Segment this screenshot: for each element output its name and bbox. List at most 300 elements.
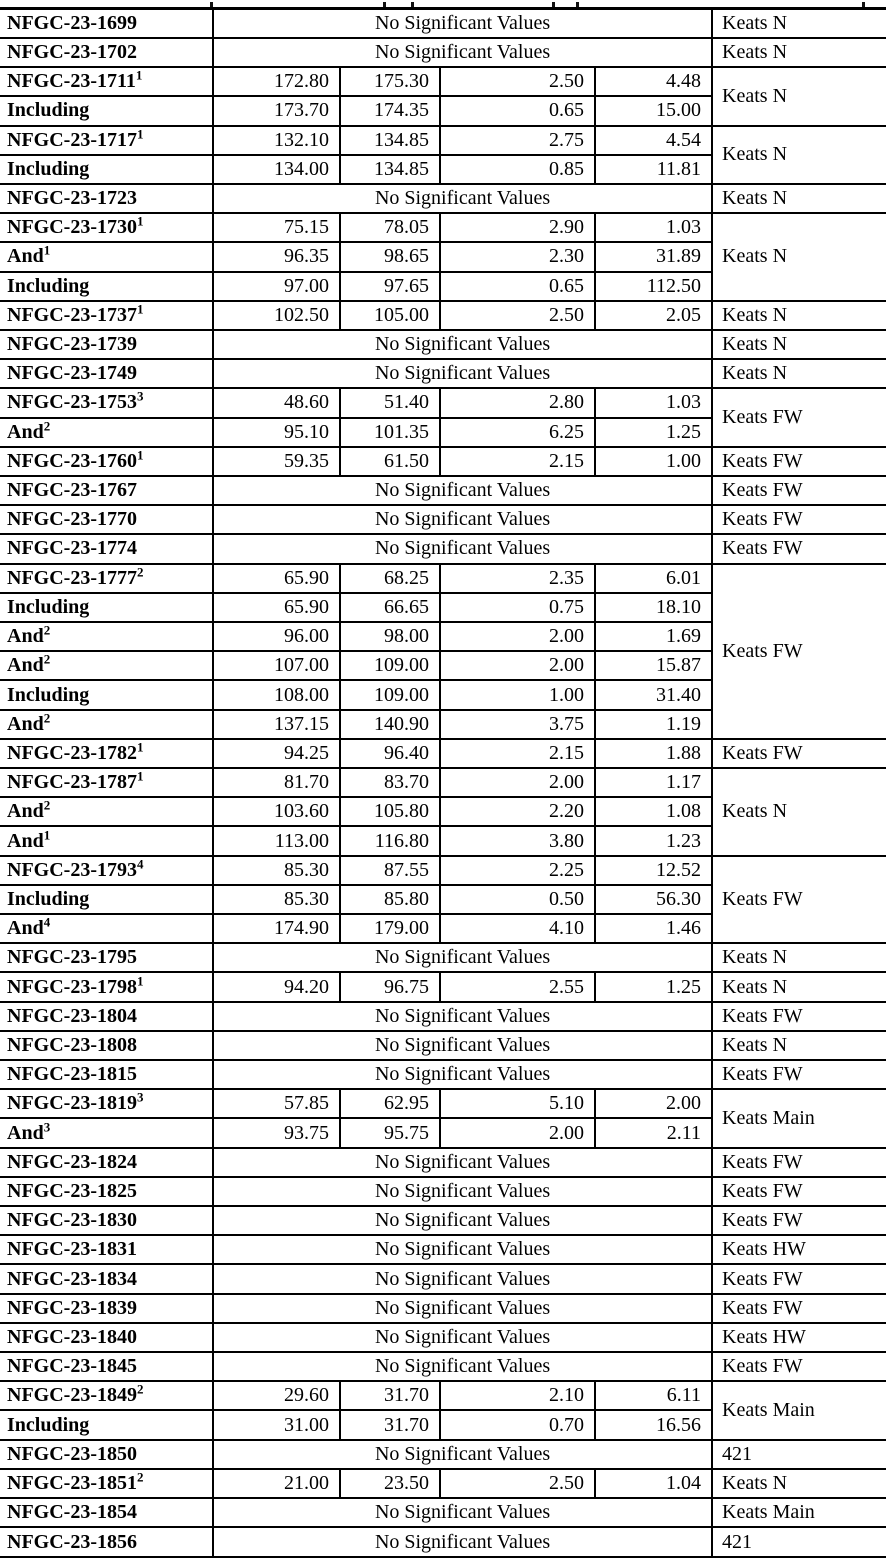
zone-cell: Keats N [712,1031,886,1060]
zone-cell: Keats N [712,213,886,301]
hole-id-label: NFGC-23-1824 [7,1150,137,1173]
table-row [0,1527,886,1557]
zone-cell: Keats N [712,943,886,972]
cropped-header-fragment [383,2,386,7]
no-significant-values-cell: No Significant Values [213,330,712,359]
grade-cell: 1.00 [595,447,712,476]
hole-id-cell [0,914,213,943]
from-cell: 96.00 [213,622,340,651]
interval-cell: 2.20 [440,797,595,826]
hole-id-cell [0,1060,213,1089]
from-cell: 137.15 [213,710,340,739]
zone-cell: Keats N [712,126,886,184]
no-significant-values-cell: No Significant Values [213,505,712,534]
grade-cell: 31.40 [595,680,712,709]
from-cell: 173.70 [213,96,340,125]
hole-id-label: NFGC-23-1856 [7,1530,137,1553]
zone-cell: Keats FW [712,564,886,739]
hole-id-label: Including [7,274,90,297]
from-cell: 172.80 [213,67,340,96]
to-cell: 109.00 [340,680,440,709]
hole-id-label: NFGC-23-1825 [7,1179,137,1202]
table-row [0,1206,886,1235]
footnote-superscript: 1 [136,125,144,141]
interval-cell: 2.00 [440,622,595,651]
zone-cell: Keats HW [712,1323,886,1352]
hole-id-label: NFGC-23-1717 [7,128,137,151]
to-cell: 83.70 [340,768,440,797]
to-cell: 134.85 [340,126,440,155]
hole-id-label: NFGC-23-1699 [7,11,137,34]
hole-id-cell [0,593,213,622]
hole-id-cell [0,1410,213,1439]
to-cell: 116.80 [340,826,440,855]
zone-cell: Keats FW [712,476,886,505]
hole-id-cell [0,213,213,242]
hole-id-label: And [7,245,44,268]
zone-cell: Keats FW [712,1177,886,1206]
hole-id-cell [0,797,213,826]
to-cell: 105.00 [340,301,440,330]
grade-cell: 1.88 [595,739,712,768]
hole-id-label: NFGC-23-1737 [7,303,137,326]
table-row [0,1352,886,1381]
hole-id-label: NFGC-23-1804 [7,1004,137,1027]
zone-cell: Keats HW [712,1235,886,1264]
zone-cell: Keats N [712,38,886,67]
table-row [0,1323,886,1352]
interval-cell: 2.55 [440,972,595,1001]
hole-id-label: NFGC-23-1777 [7,566,137,589]
hole-id-label: NFGC-23-1753 [7,391,137,414]
hole-id-cell [0,739,213,768]
hole-id-cell [0,826,213,855]
to-cell: 179.00 [340,914,440,943]
interval-cell: 2.50 [440,1469,595,1498]
zone-cell: Keats FW [712,739,886,768]
drill-results-table [0,10,886,1558]
table-row [0,505,886,534]
from-cell: 21.00 [213,1469,340,1498]
from-cell: 97.00 [213,272,340,301]
cropped-header-row [0,0,886,10]
hole-id-cell [0,1469,213,1498]
no-significant-values-cell: No Significant Values [213,1294,712,1323]
table-row [0,330,886,359]
zone-cell: Keats N [712,768,886,856]
zone-cell: Keats N [712,1469,886,1498]
no-significant-values-cell: No Significant Values [213,10,712,38]
hole-id-label: NFGC-23-1834 [7,1267,137,1290]
hole-id-label: And [7,625,44,648]
hole-id-label: And [7,829,44,852]
from-cell: 81.70 [213,768,340,797]
from-cell: 108.00 [213,680,340,709]
zone-cell: Keats FW [712,1060,886,1089]
no-significant-values-cell: No Significant Values [213,476,712,505]
hole-id-label: NFGC-23-1749 [7,362,137,385]
grade-cell: 1.46 [595,914,712,943]
grade-cell: 2.05 [595,301,712,330]
to-cell: 175.30 [340,67,440,96]
zone-cell: Keats FW [712,1206,886,1235]
table-row [0,1381,886,1410]
zone-cell: Keats N [712,67,886,125]
grade-cell: 18.10 [595,593,712,622]
hole-id-cell [0,1527,213,1557]
grade-cell: 15.00 [595,96,712,125]
hole-id-cell [0,856,213,885]
interval-cell: 2.50 [440,301,595,330]
from-cell: 132.10 [213,126,340,155]
from-cell: 134.00 [213,155,340,184]
hole-id-label: NFGC-23-1793 [7,858,137,881]
hole-id-cell [0,242,213,271]
hole-id-label: Including [7,1413,90,1436]
hole-id-label: And [7,712,44,735]
interval-cell: 6.25 [440,418,595,447]
to-cell: 66.65 [340,593,440,622]
hole-id-label: And [7,917,44,940]
hole-id-label: NFGC-23-1711 [7,70,136,93]
hole-id-cell [0,680,213,709]
footnote-superscript: 2 [43,418,51,434]
hole-id-cell [0,1323,213,1352]
footnote-superscript: 3 [136,388,144,404]
table-row [0,388,886,417]
interval-cell: 2.25 [440,856,595,885]
hole-id-label: And [7,1121,44,1144]
hole-id-label: NFGC-23-1849 [7,1384,137,1407]
hole-id-label: And [7,800,44,823]
from-cell: 85.30 [213,856,340,885]
no-significant-values-cell: No Significant Values [213,1440,712,1469]
table-row [0,1235,886,1264]
table-row [0,126,886,155]
table-row [0,534,886,563]
footnote-superscript: 1 [136,447,144,463]
table-row [0,943,886,972]
grade-cell: 2.11 [595,1118,712,1147]
to-cell: 31.70 [340,1410,440,1439]
interval-cell: 4.10 [440,914,595,943]
hole-id-label: Including [7,595,90,618]
from-cell: 65.90 [213,564,340,593]
footnote-superscript: 1 [135,67,143,83]
to-cell: 134.85 [340,155,440,184]
grade-cell: 4.54 [595,126,712,155]
to-cell: 95.75 [340,1118,440,1147]
zone-cell: Keats FW [712,856,886,944]
hole-id-label: NFGC-23-1782 [7,741,137,764]
footnote-superscript: 1 [136,301,144,317]
zone-cell: Keats FW [712,1148,886,1177]
from-cell: 94.20 [213,972,340,1001]
hole-id-cell [0,710,213,739]
grade-cell: 112.50 [595,272,712,301]
hole-id-label: NFGC-23-1850 [7,1442,137,1465]
grade-cell: 31.89 [595,242,712,271]
table-row [0,972,886,1001]
interval-cell: 3.75 [440,710,595,739]
cropped-header-fragment [210,2,213,7]
no-significant-values-cell: No Significant Values [213,1498,712,1527]
from-cell: 103.60 [213,797,340,826]
cropped-header-fragment [411,2,414,7]
interval-cell: 0.85 [440,155,595,184]
interval-cell: 2.00 [440,768,595,797]
table-row [0,1031,886,1060]
hole-id-cell [0,1235,213,1264]
hole-id-cell [0,651,213,680]
hole-id-cell [0,564,213,593]
hole-id-label: NFGC-23-1795 [7,946,137,969]
interval-cell: 2.75 [440,126,595,155]
to-cell: 87.55 [340,856,440,885]
hole-id-cell [0,418,213,447]
hole-id-cell [0,388,213,417]
hole-id-label: NFGC-23-1851 [7,1471,137,1494]
table-row [0,1148,886,1177]
hole-id-cell [0,476,213,505]
no-significant-values-cell: No Significant Values [213,534,712,563]
hole-id-label: NFGC-23-1739 [7,333,137,356]
to-cell: 78.05 [340,213,440,242]
interval-cell: 0.75 [440,593,595,622]
hole-id-cell [0,301,213,330]
hole-id-label: NFGC-23-1815 [7,1063,137,1086]
zone-cell: Keats FW [712,534,886,563]
hole-id-cell [0,622,213,651]
grade-cell: 1.03 [595,388,712,417]
hole-id-cell [0,768,213,797]
cropped-header-fragment [552,2,555,7]
from-cell: 95.10 [213,418,340,447]
hole-id-cell [0,1294,213,1323]
grade-cell: 2.00 [595,1089,712,1118]
zone-cell: Keats N [712,972,886,1001]
table-row [0,359,886,388]
hole-id-cell [0,184,213,213]
grade-cell: 16.56 [595,1410,712,1439]
interval-cell: 2.80 [440,388,595,417]
grade-cell: 1.03 [595,213,712,242]
from-cell: 65.90 [213,593,340,622]
to-cell: 105.80 [340,797,440,826]
hole-id-cell [0,1264,213,1293]
hole-id-cell [0,1148,213,1177]
table-row [0,1440,886,1469]
grade-cell: 11.81 [595,155,712,184]
to-cell: 62.95 [340,1089,440,1118]
hole-id-cell [0,1089,213,1118]
hole-id-cell [0,885,213,914]
hole-id-cell [0,1381,213,1410]
hole-id-label: Including [7,887,90,910]
grade-cell: 1.25 [595,972,712,1001]
grade-cell: 1.04 [595,1469,712,1498]
hole-id-cell [0,155,213,184]
hole-id-label: NFGC-23-1767 [7,479,137,502]
no-significant-values-cell: No Significant Values [213,1206,712,1235]
hole-id-label: NFGC-23-1839 [7,1296,137,1319]
footnote-superscript: 2 [43,710,51,726]
to-cell: 68.25 [340,564,440,593]
hole-id-cell [0,1206,213,1235]
interval-cell: 1.00 [440,680,595,709]
grade-cell: 6.01 [595,564,712,593]
hole-id-cell [0,67,213,96]
no-significant-values-cell: No Significant Values [213,1002,712,1031]
table-row [0,1177,886,1206]
from-cell: 85.30 [213,885,340,914]
hole-id-cell [0,10,213,38]
hole-id-cell [0,330,213,359]
to-cell: 140.90 [340,710,440,739]
hole-id-label: NFGC-23-1774 [7,537,137,560]
interval-cell: 2.00 [440,1118,595,1147]
from-cell: 96.35 [213,242,340,271]
footnote-superscript: 3 [43,1118,51,1134]
zone-cell: Keats N [712,330,886,359]
table-row [0,768,886,797]
table-row [0,1498,886,1527]
interval-cell: 2.15 [440,739,595,768]
table-row [0,1060,886,1089]
zone-cell: Keats FW [712,1352,886,1381]
hole-id-label: Including [7,683,90,706]
to-cell: 98.65 [340,242,440,271]
grade-cell: 1.23 [595,826,712,855]
table-row [0,184,886,213]
interval-cell: 0.50 [440,885,595,914]
hole-id-label: NFGC-23-1787 [7,771,137,794]
table-row [0,739,886,768]
hole-id-label: NFGC-23-1854 [7,1501,137,1524]
to-cell: 51.40 [340,388,440,417]
from-cell: 57.85 [213,1089,340,1118]
hole-id-label: NFGC-23-1702 [7,41,137,64]
zone-cell: 421 [712,1440,886,1469]
interval-cell: 2.90 [440,213,595,242]
from-cell: 93.75 [213,1118,340,1147]
footnote-superscript: 1 [136,768,144,784]
hole-id-cell [0,272,213,301]
hole-id-cell [0,972,213,1001]
interval-cell: 2.50 [440,67,595,96]
hole-id-label: NFGC-23-1840 [7,1325,137,1348]
interval-cell: 3.80 [440,826,595,855]
table-row [0,1002,886,1031]
grade-cell: 6.11 [595,1381,712,1410]
interval-cell: 5.10 [440,1089,595,1118]
from-cell: 174.90 [213,914,340,943]
hole-id-label: NFGC-23-1830 [7,1209,137,1232]
interval-cell: 2.00 [440,651,595,680]
grade-cell: 1.69 [595,622,712,651]
footnote-superscript: 1 [136,972,144,988]
zone-cell: Keats Main [712,1498,886,1527]
hole-id-label: NFGC-23-1845 [7,1355,137,1378]
table-row [0,301,886,330]
hole-id-cell [0,1118,213,1147]
hole-id-label: NFGC-23-1770 [7,508,137,531]
hole-id-cell [0,1440,213,1469]
footnote-superscript: 1 [43,826,51,842]
zone-cell: Keats FW [712,505,886,534]
grade-cell: 56.30 [595,885,712,914]
from-cell: 75.15 [213,213,340,242]
grade-cell: 1.19 [595,710,712,739]
zone-cell: Keats FW [712,1002,886,1031]
interval-cell: 2.35 [440,564,595,593]
footnote-superscript: 1 [43,242,51,258]
hole-id-label: And [7,420,44,443]
grade-cell: 1.25 [595,418,712,447]
no-significant-values-cell: No Significant Values [213,1031,712,1060]
zone-cell: Keats Main [712,1381,886,1439]
hole-id-label: And [7,654,44,677]
hole-id-label: NFGC-23-1798 [7,975,137,998]
hole-id-label: Including [7,99,90,122]
zone-cell: Keats FW [712,1294,886,1323]
hole-id-cell [0,1498,213,1527]
no-significant-values-cell: No Significant Values [213,1352,712,1381]
footnote-superscript: 4 [43,914,51,930]
footnote-superscript: 2 [136,564,144,580]
cropped-header-fragment [576,2,579,7]
hole-id-cell [0,1002,213,1031]
no-significant-values-cell: No Significant Values [213,1177,712,1206]
to-cell: 109.00 [340,651,440,680]
interval-cell: 2.10 [440,1381,595,1410]
table-row [0,67,886,96]
from-cell: 94.25 [213,739,340,768]
table-row [0,38,886,67]
footnote-superscript: 2 [43,622,51,638]
table-row [0,1469,886,1498]
grade-cell: 1.17 [595,768,712,797]
from-cell: 102.50 [213,301,340,330]
hole-id-label: NFGC-23-1819 [7,1092,137,1115]
zone-cell: Keats N [712,301,886,330]
hole-id-cell [0,505,213,534]
no-significant-values-cell: No Significant Values [213,1323,712,1352]
hole-id-cell [0,534,213,563]
grade-cell: 1.08 [595,797,712,826]
hole-id-cell [0,359,213,388]
from-cell: 107.00 [213,651,340,680]
footnote-superscript: 2 [136,1469,144,1485]
grade-cell: 15.87 [595,651,712,680]
to-cell: 85.80 [340,885,440,914]
to-cell: 98.00 [340,622,440,651]
interval-cell: 2.30 [440,242,595,271]
hole-id-cell [0,1031,213,1060]
to-cell: 61.50 [340,447,440,476]
no-significant-values-cell: No Significant Values [213,943,712,972]
from-cell: 113.00 [213,826,340,855]
hole-id-label: NFGC-23-1808 [7,1033,137,1056]
table-row [0,10,886,38]
hole-id-cell [0,126,213,155]
table-row [0,1264,886,1293]
from-cell: 48.60 [213,388,340,417]
table-row [0,564,886,593]
hole-id-label: NFGC-23-1760 [7,449,137,472]
from-cell: 59.35 [213,447,340,476]
interval-cell: 2.15 [440,447,595,476]
